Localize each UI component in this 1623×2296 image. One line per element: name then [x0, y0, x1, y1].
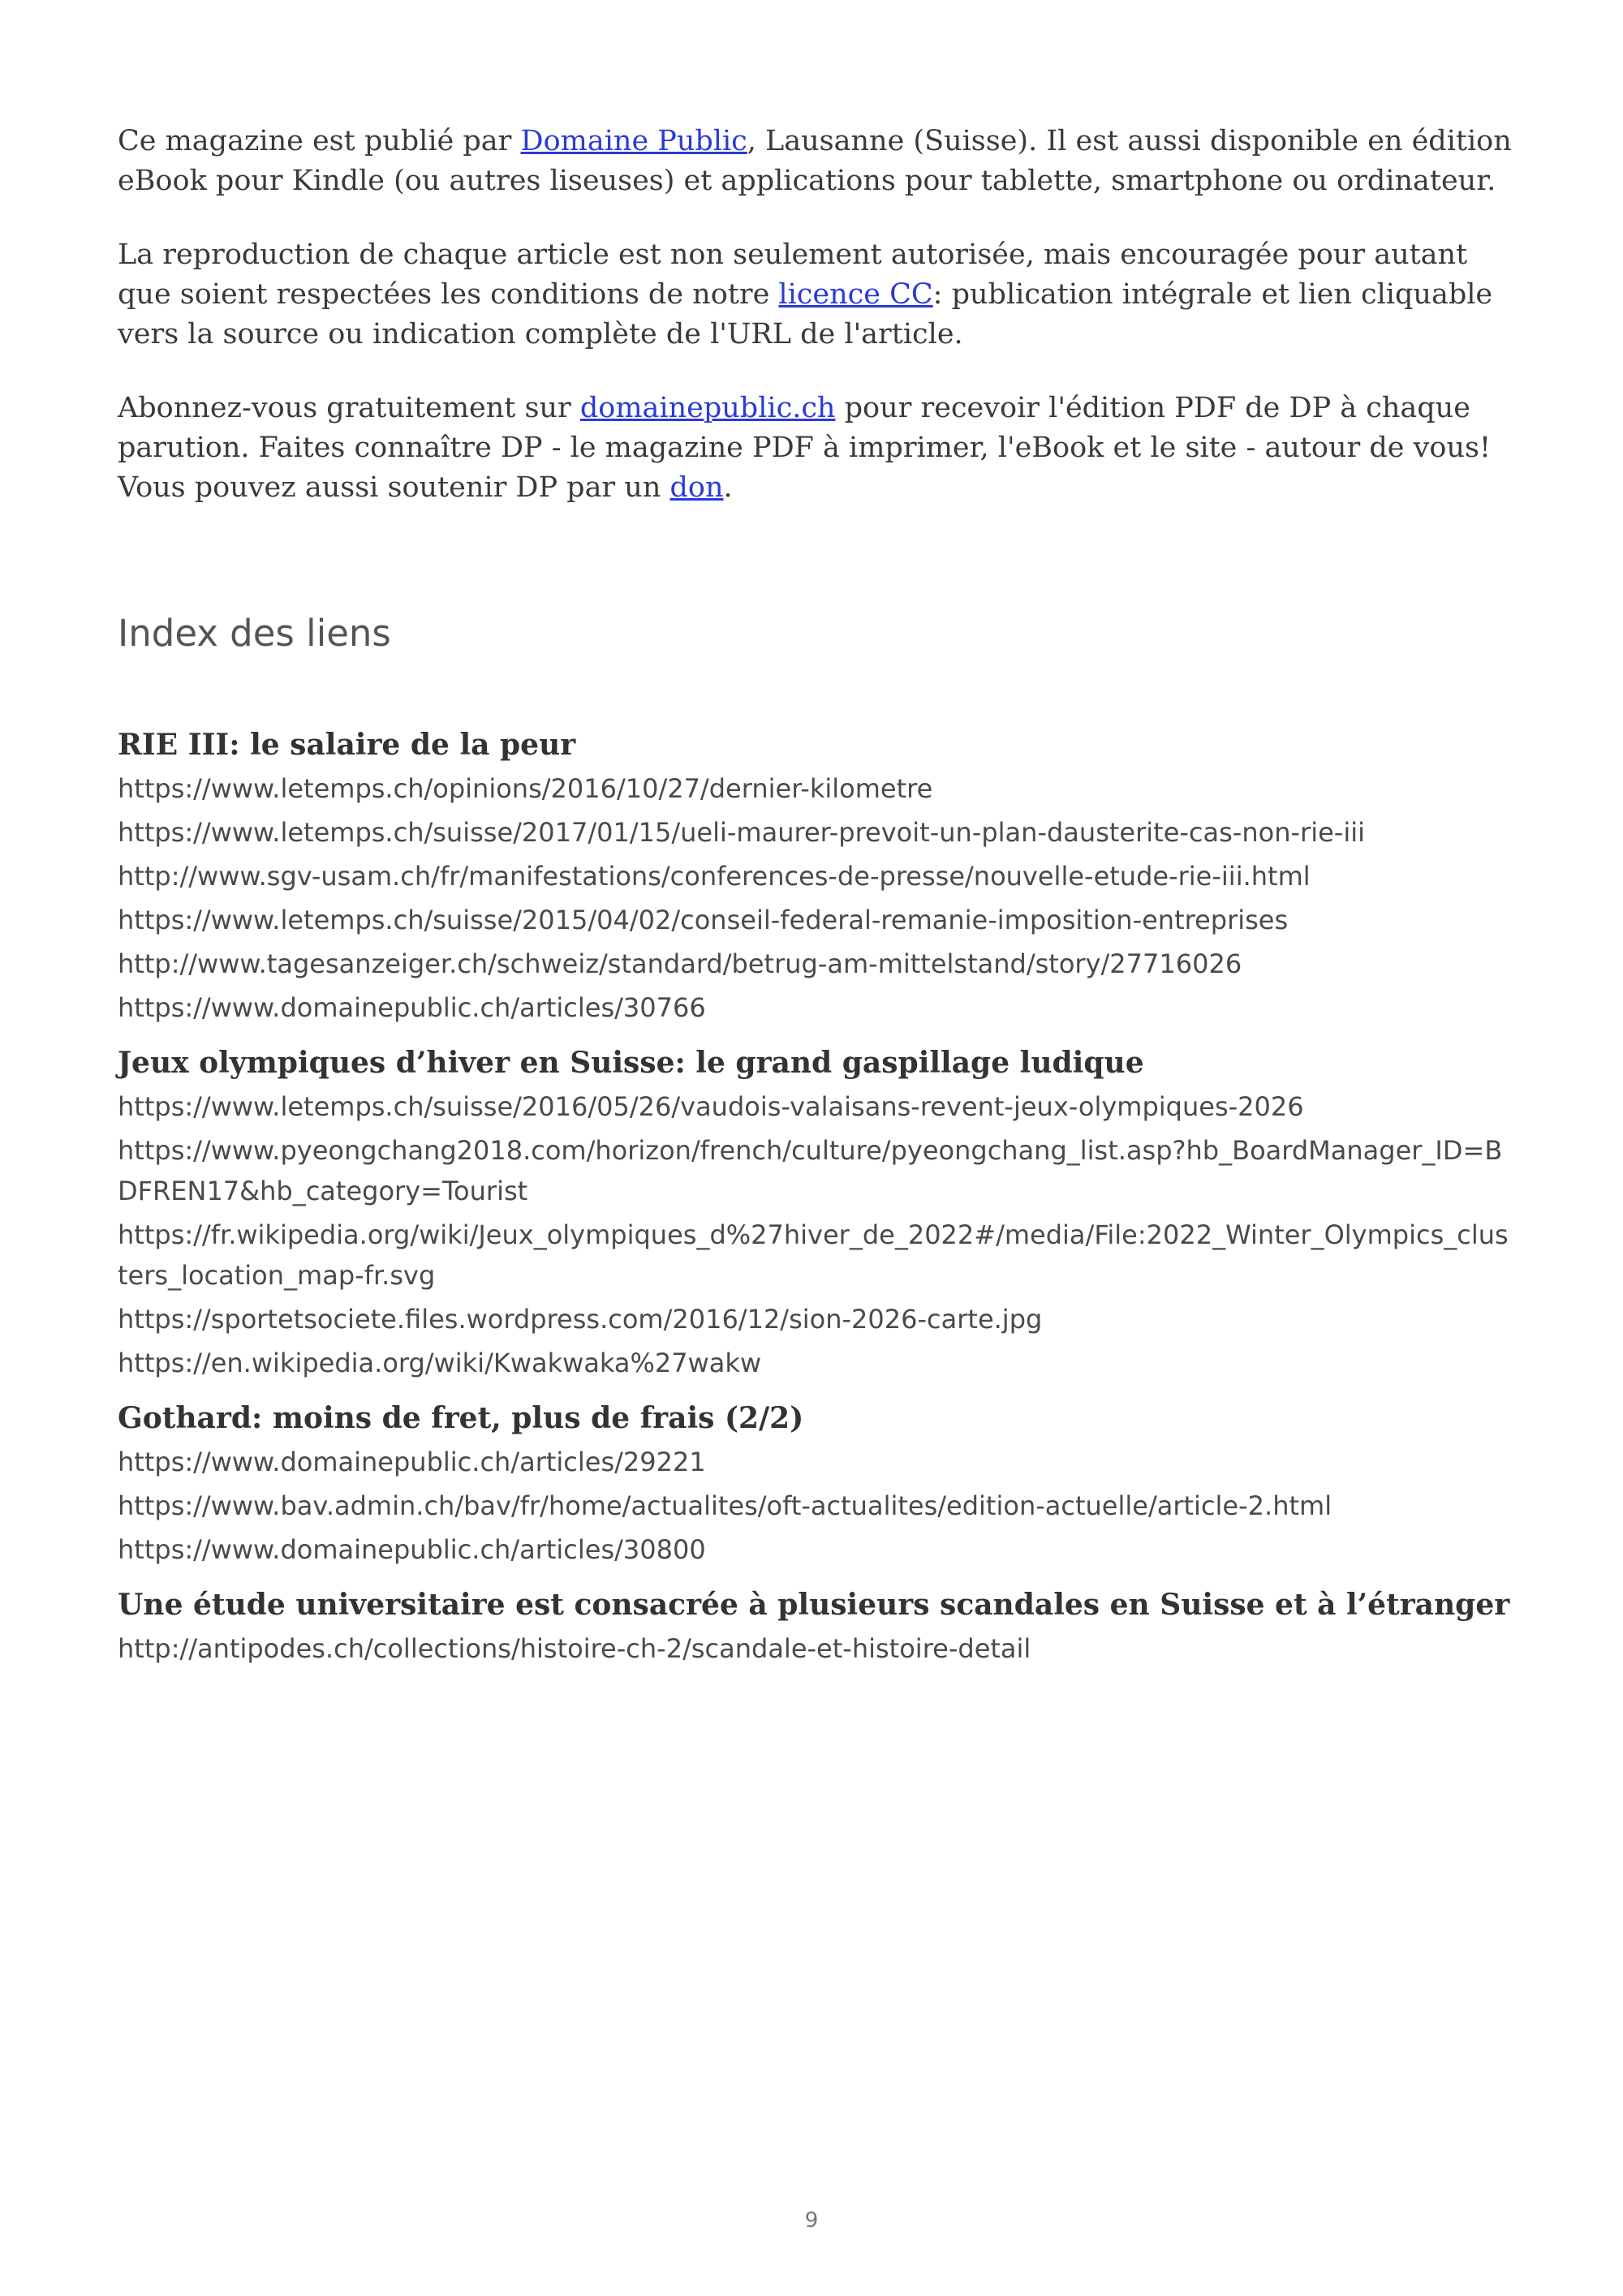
link-url[interactable]: https://fr.wikipedia.org/wiki/Jeux_olympiques_d%27hiver_de_2022#/media/File:2022_Winter_Olympics_clusters_location_map-fr.svg [118, 1219, 1509, 1291]
link-url[interactable]: http://antipodes.ch/collections/histoire-ch-2/scandale-et-histoire-detail [118, 1633, 1031, 1664]
intro-block [118, 122, 1513, 508]
link-url[interactable]: https://www.domainepublic.ch/articles/30766 [118, 992, 706, 1023]
index-title: Index des liens [118, 612, 391, 655]
text-span: : publication intégrale et lien cliquable vers la source ou indication complète de l'URL de l'article. [118, 278, 1493, 350]
link-url[interactable]: https://www.domainepublic.ch/articles/29221 [118, 1447, 706, 1477]
text-span: Abonnez-vous gratuitement sur [118, 392, 580, 424]
page-number: 9 [804, 2208, 819, 2233]
domainepublic-link[interactable]: domainepublic.ch [579, 392, 836, 424]
link-url[interactable]: https://www.letemps.ch/suisse/2017/01/15/ueli-maurer-prevoit-un-plan-dausterite-cas-non-rie-iii [118, 817, 1365, 848]
domaine-public-link[interactable]: Domaine Public [520, 125, 747, 157]
link-index-list [118, 724, 1513, 1669]
don-link[interactable]: don [669, 471, 724, 504]
document-page [118, 122, 1513, 1672]
text-span: pour recevoir l'édition PDF de DP à chaque parution. Faites connaître DP - le magazine PDF à imprimer, l'eBook et le site - autour de vous! Vous pouvez aussi soutenir DP par un [118, 392, 1492, 504]
link-url[interactable]: https://sportetsociete.files.wordpress.com/2016/12/sion-2026-carte.jpg [118, 1304, 1043, 1335]
link-url[interactable]: https://en.wikipedia.org/wiki/Kwakwaka%27wakw [118, 1348, 762, 1378]
link-url[interactable]: https://www.letemps.ch/suisse/2015/04/02/conseil-federal-remanie-imposition-entreprises [118, 905, 1289, 935]
link-url[interactable]: https://www.pyeongchang2018.com/horizon/french/culture/pyeongchang_list.asp?hb_BoardManager_ID=BDFREN17&hb_category=Tourist [118, 1135, 1503, 1206]
intro-paragraph-subscribe [118, 389, 1513, 508]
section-title: Une étude universitaire est consacrée à plusieurs scandales en Suisse et à l’étranger [118, 1588, 1510, 1622]
link-url[interactable]: https://www.domainepublic.ch/articles/30800 [118, 1534, 706, 1565]
section-title: Jeux olympiques d’hiver en Suisse: le grand gaspillage ludique [118, 1046, 1144, 1080]
section-title: Gothard: moins de fret, plus de frais (2/2) [118, 1401, 804, 1435]
link-url[interactable]: https://www.letemps.ch/opinions/2016/10/27/dernier-kilometre [118, 773, 933, 804]
link-url[interactable]: https://www.bav.admin.ch/bav/fr/home/actualites/oft-actualites/edition-actuelle/article-2.html [118, 1490, 1332, 1521]
text-span: . [723, 471, 733, 504]
intro-paragraph-license [118, 235, 1513, 355]
link-section [118, 1584, 1513, 1669]
text-span: , Lausanne (Suisse). Il est aussi disponible en édition eBook pour Kindle (ou autres liseuses) et applications pour tablette, smartphone ou ordinateur. [118, 125, 1512, 197]
licence-cc-link[interactable]: licence CC [778, 278, 933, 311]
link-url[interactable]: http://www.sgv-usam.ch/fr/manifestations/conferences-de-presse/nouvelle-etude-rie-iii.html [118, 861, 1311, 892]
intro-paragraph-publisher [118, 122, 1513, 201]
text-span: La reproduction de chaque article est non seulement autorisée, mais encouragée pour autant que soient respectées les conditions de notre [118, 239, 1468, 311]
link-url[interactable]: http://www.tagesanzeiger.ch/schweiz/standard/betrug-am-mittelstand/story/27716026 [118, 948, 1242, 979]
link-url[interactable]: https://www.letemps.ch/suisse/2016/05/26/vaudois-valaisans-revent-jeux-olympiques-2026 [118, 1091, 1304, 1122]
link-section [118, 1398, 1513, 1570]
section-title: RIE III: le salaire de la peur [118, 728, 576, 762]
text-span: Ce magazine est publié par [118, 125, 521, 157]
link-section [118, 724, 1513, 1028]
link-section [118, 1043, 1513, 1383]
